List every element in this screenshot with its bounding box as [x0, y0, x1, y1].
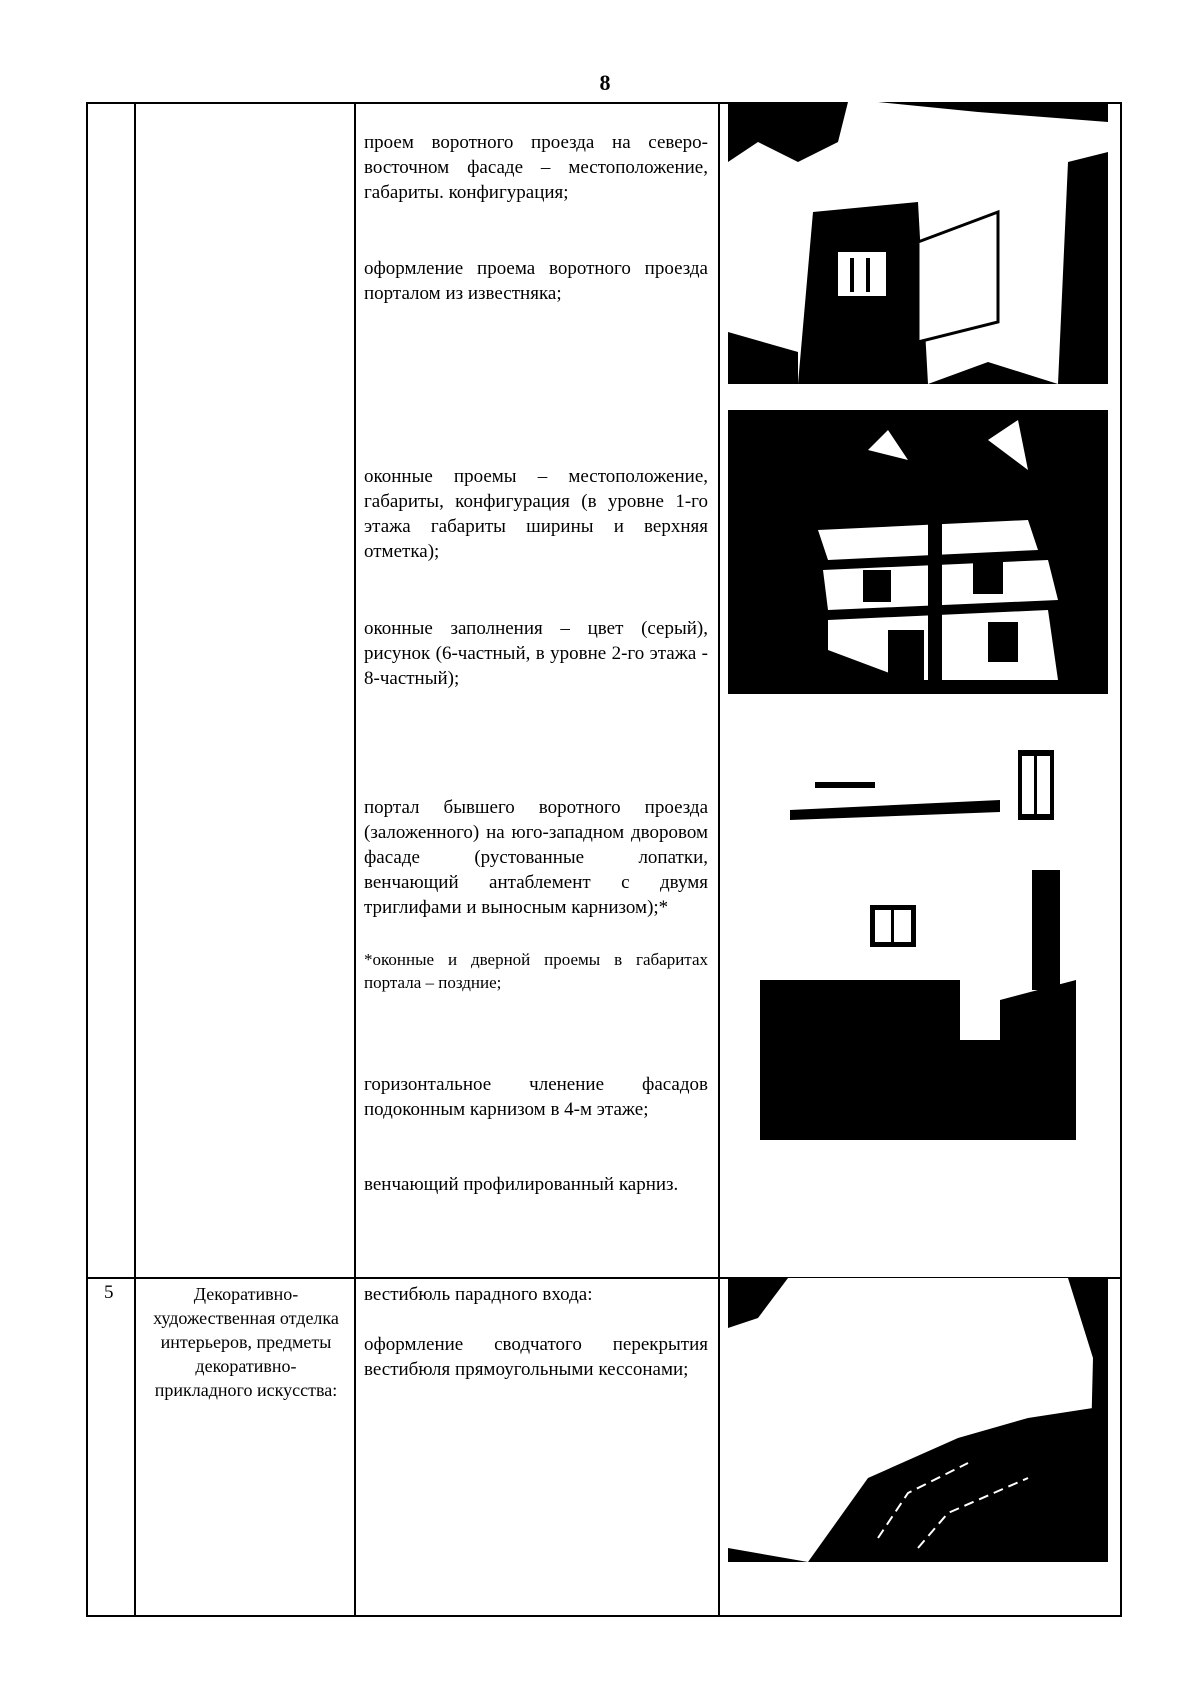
column-divider-2: [354, 102, 356, 1617]
paragraph-vault-coffers: оформление сводчатого перекрытия вестибюля прямоугольными кессонами;: [364, 1334, 708, 1380]
paragraph-crowning-cornice: венчающий профилированный карниз.: [364, 1174, 679, 1195]
paragraph-former-gate-portal: портал бывшего воротного проезда (заложенного) на юго-западном дворовом фасаде (рустованные лопатки, венчающий антаблемент с двумя триглифами и выносным карнизом);*: [364, 797, 708, 918]
photo-vestibule-vault: [728, 1278, 1108, 1562]
table-border-left: [86, 102, 88, 1617]
category-cell: Декоративно-художественная отделка интерьеров, предметы декоративно-прикладного искусства:: [153, 1284, 339, 1400]
table-border-right: [1120, 102, 1122, 1617]
column-divider-3: [718, 102, 720, 1617]
paragraph-window-fillings: оконные заполнения – цвет (серый), рисунок (6-частный, в уровне 2-го этажа - 8-частный);: [364, 618, 708, 689]
paragraph-window-openings: оконные проемы – местоположение, габариты, конфигурация (в уровне 1-го этажа габариты ширины и верхняя отметка);: [364, 466, 708, 562]
column-divider-1: [134, 102, 136, 1617]
paragraph-gate-opening: проем воротного проезда на северо-восточном фасаде – местоположение, габариты. конфигурация;: [364, 132, 708, 203]
paragraph-footnote: *оконные и дверной проемы в габаритах портала – поздние;: [364, 950, 708, 992]
page-number: 8: [599, 70, 611, 95]
photo-window-openings: [728, 410, 1108, 694]
photo-former-gate-portal: [760, 720, 1076, 1140]
paragraph-horizontal-division: горизонтальное членение фасадов подоконным карнизом в 4-м этаже;: [364, 1074, 708, 1120]
photo-gate-facade: [728, 102, 1108, 384]
paragraph-gate-portal: оформление проема воротного проезда порталом из известняка;: [364, 258, 708, 304]
paragraph-vestibule: вестибюль парадного входа:: [364, 1284, 593, 1305]
row-number: 5: [104, 1282, 114, 1303]
table-border-bottom: [86, 1615, 1122, 1617]
